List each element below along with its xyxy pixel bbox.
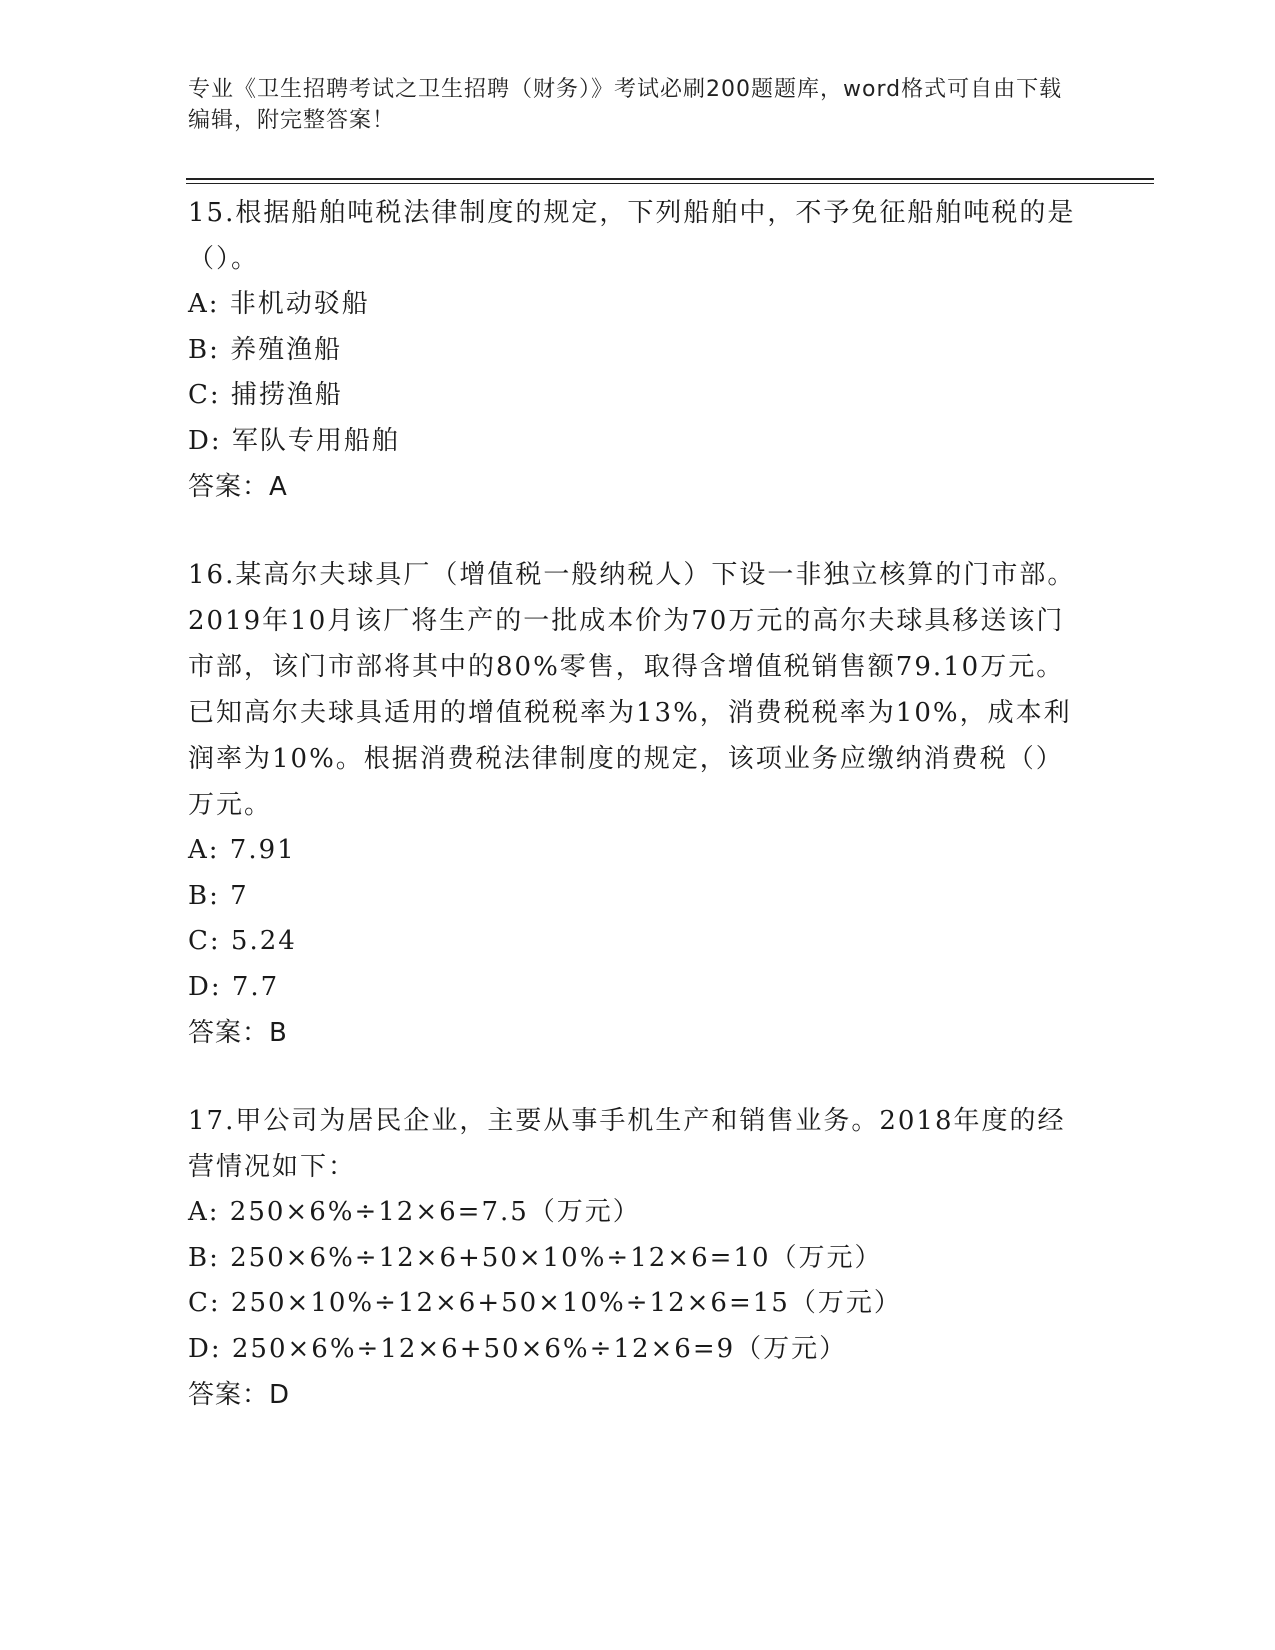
option-b: B: 养殖渔船: [188, 334, 343, 365]
option-b: B: 7: [188, 880, 249, 911]
option-d: D: 军队专用船舶: [188, 425, 400, 456]
question-gap: [188, 1056, 1088, 1098]
option-c: C: 5.24: [188, 926, 297, 956]
question-text: 16.某高尔夫球具厂（增值税一般纳税人）下设一非独立核算的门市部。2019年10月该厂将生产的一批成本价为70万元的高尔夫球具移送该门市部，该门市部将其中的80%零售，取得含增值税销售额79.10万元。已知高尔夫球具适用的增值税税率为13%，消费税税率为10%，成本利润率为10%。根据消费税法律制度的规定，该项业务应缴纳消费税（）万元。: [188, 560, 1076, 820]
option-c: C: 250×10%÷12×6+50×10%÷12×6=15（万元）: [188, 1288, 902, 1318]
option-d: D: 250×6%÷12×6+50×6%÷12×6=9（万元）: [188, 1333, 848, 1364]
question-list: [188, 190, 1088, 1418]
header-divider-thin: [186, 183, 1154, 184]
answer-line: 答案：D: [188, 1380, 291, 1410]
header-divider-thick: [186, 178, 1154, 180]
question-text: 17.甲公司为居民企业，主要从事手机生产和销售业务。2018年度的经营情况如下：: [188, 1106, 1066, 1182]
question-16: [188, 552, 1088, 1056]
option-a: A: 非机动驳船: [188, 289, 370, 319]
answer-line: 答案：A: [188, 472, 288, 502]
question-15: [188, 190, 1088, 510]
option-d: D: 7.7: [188, 971, 280, 1002]
document-intro: 专业《卫生招聘考试之卫生招聘（财务）》考试必刷200题题库，word格式可自由下载编辑，附完整答案！: [188, 77, 1063, 133]
option-a: A: 250×6%÷12×6=7.5（万元）: [188, 1197, 641, 1227]
option-c: C: 捕捞渔船: [188, 380, 343, 410]
option-a: A: 7.91: [188, 835, 296, 865]
question-gap: [188, 510, 1088, 552]
question-17: [188, 1098, 1088, 1418]
question-text: 15.根据船舶吨税法律制度的规定，下列船舶中，不予免征船舶吨税的是（）。: [188, 198, 1076, 274]
option-b: B: 250×6%÷12×6+50×10%÷12×6=10（万元）: [188, 1242, 883, 1273]
answer-line: 答案：B: [188, 1018, 288, 1048]
